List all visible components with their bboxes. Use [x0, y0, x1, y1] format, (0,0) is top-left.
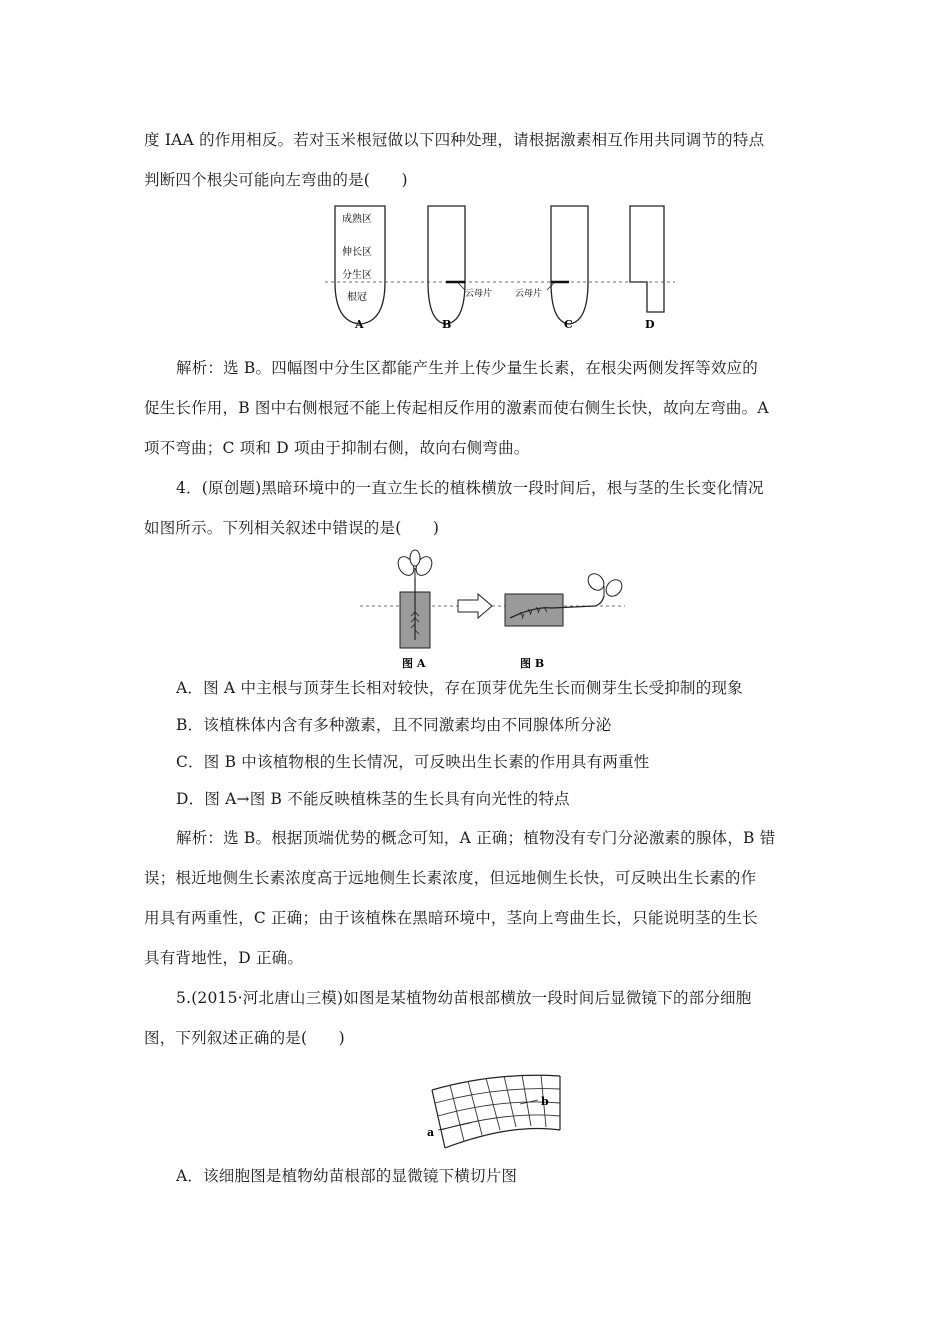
text-line: C．图 B 中该植物根的生长情况，可反映出生长素的作用具有两重性	[176, 753, 650, 771]
zone-label: 根冠	[347, 292, 367, 303]
text-line: 具有背地性，D 正确。	[144, 949, 304, 967]
zone-label: 分生区	[342, 270, 372, 281]
label-b: b	[541, 1095, 549, 1108]
text-line: 判断四个根尖可能向左弯曲的是( )	[144, 171, 408, 189]
text-line: 用具有两重性，C 正确；由于该植株在黑暗环境中，茎向上弯曲生长，只能说明茎的生长	[144, 909, 758, 927]
panel-label: D	[645, 318, 655, 331]
text-line: 项不弯曲；C 项和 D 项由于抑制右侧，故向右侧弯曲。	[144, 439, 530, 457]
panel-label: C	[564, 318, 573, 331]
root-tip-b	[428, 206, 465, 324]
text-line: 解析：选 B。根据顶端优势的概念可知，A 正确；植物没有专门分泌激素的腺体，B 错	[176, 829, 776, 847]
text-line: 促生长作用，B 图中右侧根冠不能上传起相反作用的激素而使右侧生长快，故向左弯曲。A	[144, 399, 769, 417]
text-line: 误；根近地侧生长素浓度高于远地侧生长素浓度，但远地侧生长快，可反映出生长素的作	[144, 869, 757, 887]
panel-label: A	[355, 318, 364, 331]
arrow-icon	[458, 594, 492, 618]
zone-label: 成熟区	[342, 214, 372, 225]
panel-label: B	[442, 318, 452, 331]
text-line: 图，下列叙述正确的是( )	[144, 1029, 345, 1047]
text-line: A．图 A 中主根与顶芽生长相对较快，存在顶芽优先生长而侧芽生长受抑制的现象	[176, 679, 743, 697]
figure-label: 图 B	[520, 657, 545, 670]
mica-label: 云母片	[465, 289, 493, 299]
text-line: 度 IAA 的作用相反。若对玉米根冠做以下四种处理，请根据激素相互作用共同调节的特点	[144, 131, 765, 149]
figure-label: 图 A	[402, 657, 426, 670]
plant-figure	[360, 548, 625, 673]
text-line: 5.(2015·河北唐山三模)如图是某植物幼苗根部横放一段时间后显微镜下的部分细胞	[176, 989, 752, 1007]
root-tip-figure	[325, 200, 685, 340]
mica-label: 云母片	[515, 289, 543, 299]
label-a: a	[427, 1126, 435, 1139]
pot-b	[505, 594, 563, 626]
text-line: B．该植株体内含有多种激素，且不同激素均由不同腺体所分泌	[176, 716, 612, 734]
root-tip-d	[630, 206, 664, 312]
text-line: A．该细胞图是植物幼苗根部的显微镜下横切片图	[176, 1167, 518, 1185]
text-line: 如图所示。下列相关叙述中错误的是( )	[144, 519, 440, 537]
text-line: 解析：选 B。四幅图中分生区都能产生并上传少量生长素，在根尖两侧发挥等效应的	[176, 359, 758, 377]
text-line: 4．(原创题)黑暗环境中的一直立生长的植株横放一段时间后，根与茎的生长变化情况	[176, 479, 764, 497]
zone-label: 伸长区	[342, 247, 372, 258]
cell-grid-figure	[410, 1068, 570, 1158]
root-tip-c	[551, 206, 588, 324]
text-line: D．图 A→图 B 不能反映植株茎的生长具有向光性的特点	[176, 790, 570, 808]
